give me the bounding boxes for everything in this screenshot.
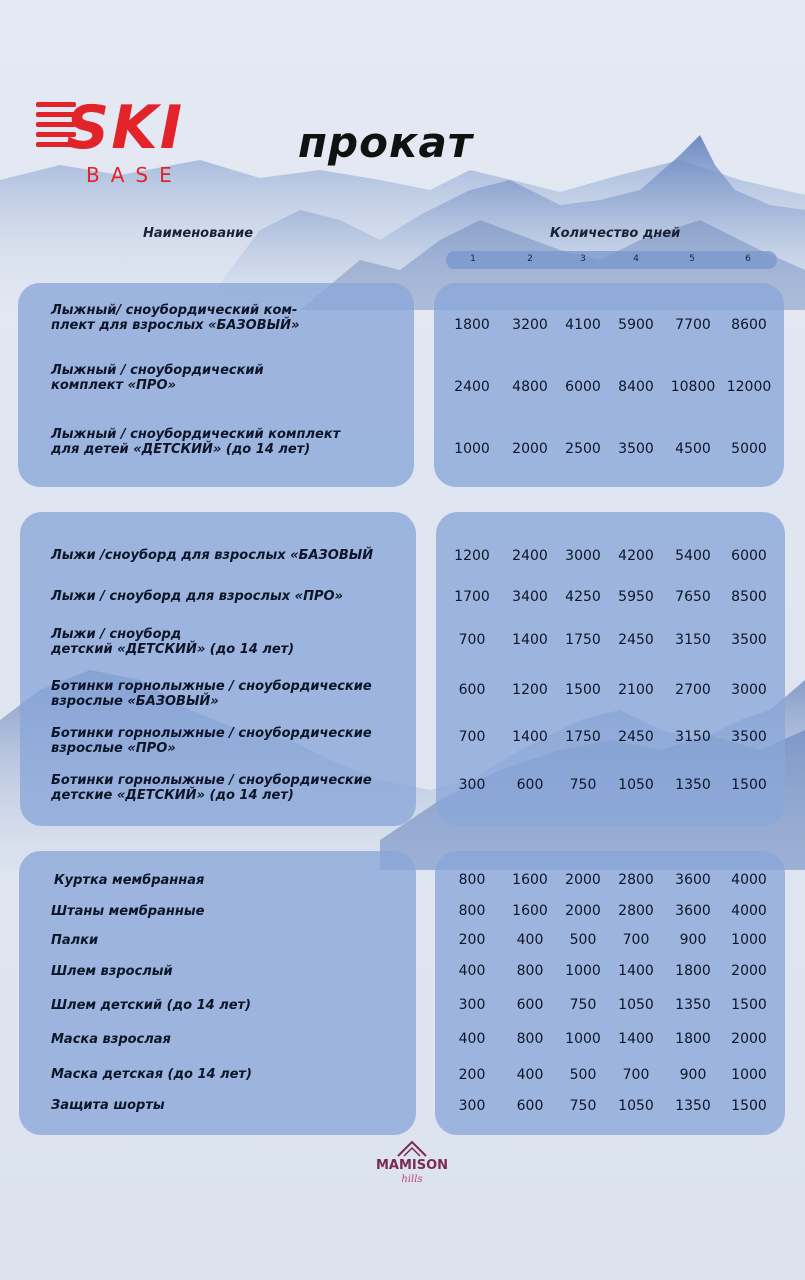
price-cell: 1750: [565, 729, 601, 745]
price-cell: 300: [458, 1098, 486, 1114]
price-cell: 2000: [731, 963, 767, 979]
price-cell: 750: [569, 777, 597, 793]
item-name: Маска детская (до 14 лет): [51, 1067, 252, 1082]
price-cell: 1500: [731, 1098, 767, 1114]
column-header-days: Количество дней: [550, 226, 681, 241]
price-cell: 2800: [618, 903, 654, 919]
price-cell: 800: [516, 1031, 544, 1047]
price-cell: 2700: [675, 682, 711, 698]
logo-ski-text: SKI: [66, 93, 185, 163]
price-cell: 900: [679, 932, 707, 948]
price-cell: 1000: [731, 932, 767, 948]
price-cell: 2450: [618, 729, 654, 745]
price-cell: 8500: [731, 589, 767, 605]
item-name: Лыжный / сноубордический комплект «ПРО»: [51, 363, 264, 393]
price-cell: 500: [569, 932, 597, 948]
ski-base-logo: [36, 93, 266, 188]
price-cell: 1350: [675, 1098, 711, 1114]
item-name: Маска взрослая: [51, 1032, 171, 1047]
price-cell: 2400: [512, 548, 548, 564]
day-number: 3: [580, 254, 586, 264]
day-number: 6: [745, 254, 751, 264]
price-cell: 10800: [670, 379, 716, 395]
item-name: Лыжный/ сноубордический ком- плект для взрослых «БАЗОВЫЙ»: [51, 303, 300, 333]
price-cell: 1500: [565, 682, 601, 698]
item-name: Штаны мембранные: [51, 904, 205, 919]
price-cell: 1000: [731, 1067, 767, 1083]
item-name: Лыжный / сноубордический комплект для детей «ДЕТСКИЙ» (до 14 лет): [51, 427, 341, 457]
group-3-prices-panel: [435, 851, 785, 1135]
price-cell: 3600: [675, 872, 711, 888]
price-cell: 4100: [565, 317, 601, 333]
price-cell: 3500: [731, 729, 767, 745]
price-cell: 2800: [618, 872, 654, 888]
price-cell: 1400: [512, 632, 548, 648]
price-cell: 200: [458, 932, 486, 948]
day-number: 4: [633, 254, 639, 264]
price-cell: 300: [458, 997, 486, 1013]
price-cell: 3500: [731, 632, 767, 648]
price-cell: 2000: [565, 903, 601, 919]
page-title: прокат: [298, 118, 474, 167]
day-number: 2: [527, 254, 533, 264]
price-cell: 800: [458, 903, 486, 919]
mamison-text: MAMISON: [375, 1158, 449, 1173]
price-cell: 3150: [675, 729, 711, 745]
price-cell: 1200: [512, 682, 548, 698]
item-name: Ботинки горнолыжные / сноубордические взрослые «БАЗОВЫЙ»: [51, 679, 372, 709]
mamison-hills-logo: [372, 1138, 452, 1194]
price-cell: 1050: [618, 1098, 654, 1114]
price-cell: 300: [458, 777, 486, 793]
price-cell: 1750: [565, 632, 601, 648]
price-cell: 200: [458, 1067, 486, 1083]
item-name: Ботинки горнолыжные / сноубордические детские «ДЕТСКИЙ» (до 14 лет): [51, 773, 372, 803]
price-cell: 600: [458, 682, 486, 698]
price-cell: 4250: [565, 589, 601, 605]
price-cell: 600: [516, 997, 544, 1013]
price-cell: 2100: [618, 682, 654, 698]
price-cell: 1350: [675, 777, 711, 793]
price-cell: 1200: [454, 548, 490, 564]
price-cell: 2450: [618, 632, 654, 648]
price-cell: 400: [516, 932, 544, 948]
group-3-names-panel: [19, 851, 416, 1135]
price-cell: 400: [516, 1067, 544, 1083]
price-cell: 2400: [454, 379, 490, 395]
item-name: Защита шорты: [51, 1098, 165, 1113]
item-name: Палки: [51, 933, 99, 948]
item-name: Лыжи /сноуборд для взрослых «БАЗОВЫЙ: [51, 548, 374, 563]
price-cell: 1050: [618, 997, 654, 1013]
price-cell: 1000: [454, 441, 490, 457]
price-cell: 1600: [512, 903, 548, 919]
price-cell: 3000: [565, 548, 601, 564]
price-cell: 1000: [565, 963, 601, 979]
price-cell: 700: [622, 932, 650, 948]
price-cell: 5950: [618, 589, 654, 605]
price-cell: 5400: [675, 548, 711, 564]
day-number: 5: [689, 254, 695, 264]
price-cell: 750: [569, 997, 597, 1013]
price-cell: 400: [458, 963, 486, 979]
price-cell: 1400: [618, 1031, 654, 1047]
price-cell: 1500: [731, 777, 767, 793]
day-number: 1: [470, 254, 476, 264]
price-cell: 5000: [731, 441, 767, 457]
price-cell: 4200: [618, 548, 654, 564]
price-cell: 3500: [618, 441, 654, 457]
price-cell: 1800: [675, 1031, 711, 1047]
price-cell: 8600: [731, 317, 767, 333]
price-cell: 2500: [565, 441, 601, 457]
item-name: Шлем детский (до 14 лет): [51, 998, 252, 1013]
price-cell: 3400: [512, 589, 548, 605]
price-cell: 400: [458, 1031, 486, 1047]
price-cell: 1400: [618, 963, 654, 979]
price-cell: 750: [569, 1098, 597, 1114]
price-cell: 800: [458, 872, 486, 888]
price-cell: 1800: [675, 963, 711, 979]
price-cell: 1800: [454, 317, 490, 333]
item-name: Лыжи / сноуборд детский «ДЕТСКИЙ» (до 14 лет): [51, 627, 295, 657]
column-header-name: Наименование: [143, 226, 254, 241]
price-cell: 6000: [565, 379, 601, 395]
price-cell: 600: [516, 1098, 544, 1114]
price-cell: 2000: [512, 441, 548, 457]
price-cell: 1700: [454, 589, 490, 605]
price-cell: 1000: [565, 1031, 601, 1047]
price-cell: 700: [458, 729, 486, 745]
price-cell: 1050: [618, 777, 654, 793]
price-cell: 4500: [675, 441, 711, 457]
price-cell: 2000: [731, 1031, 767, 1047]
hills-text: hills: [401, 1174, 423, 1185]
price-cell: 3150: [675, 632, 711, 648]
price-cell: 3600: [675, 903, 711, 919]
price-cell: 5900: [618, 317, 654, 333]
item-name: Лыжи / сноуборд для взрослых «ПРО»: [51, 589, 343, 604]
item-name: Ботинки горнолыжные / сноубордические взрослые «ПРО»: [51, 726, 372, 756]
price-cell: 7650: [675, 589, 711, 605]
days-header-bar: [446, 251, 777, 269]
item-name: Куртка мембранная: [54, 873, 205, 888]
price-cell: 500: [569, 1067, 597, 1083]
mountain-logo-icon: [372, 1138, 452, 1158]
price-cell: 900: [679, 1067, 707, 1083]
price-cell: 700: [622, 1067, 650, 1083]
price-cell: 1350: [675, 997, 711, 1013]
price-cell: 12000: [726, 379, 772, 395]
price-cell: 2000: [565, 872, 601, 888]
price-cell: 4800: [512, 379, 548, 395]
price-cell: 800: [516, 963, 544, 979]
price-cell: 4000: [731, 903, 767, 919]
price-cell: 6000: [731, 548, 767, 564]
item-name: Шлем взрослый: [51, 964, 173, 979]
price-cell: 600: [516, 777, 544, 793]
price-cell: 700: [458, 632, 486, 648]
price-cell: 4000: [731, 872, 767, 888]
price-cell: 1500: [731, 997, 767, 1013]
logo-base-text: BASE: [86, 163, 183, 187]
price-cell: 3200: [512, 317, 548, 333]
price-cell: 8400: [618, 379, 654, 395]
price-cell: 1600: [512, 872, 548, 888]
price-cell: 7700: [675, 317, 711, 333]
price-cell: 3000: [731, 682, 767, 698]
price-cell: 1400: [512, 729, 548, 745]
